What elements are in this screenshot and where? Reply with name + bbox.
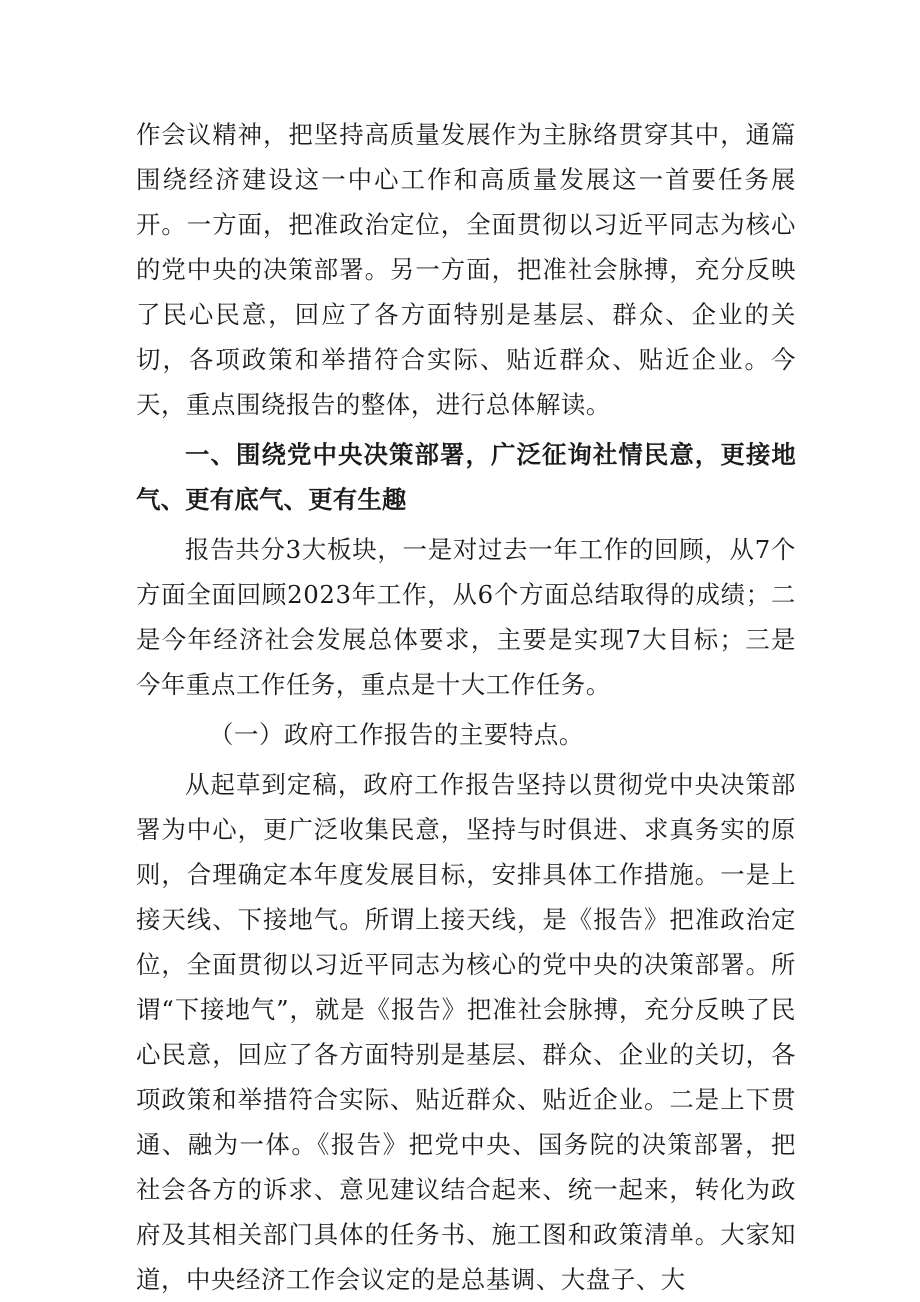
subsection-heading-1: （一）政府工作报告的主要特点。	[209, 720, 584, 749]
section-heading-1: 一、围绕党中央决策部署，广泛征询社情民意，更接地气、更有底气、更有生趣	[136, 440, 796, 514]
paragraph-report-structure: 报告共分3大板块，一是对过去一年工作的回顾，从7个方面全面回顾2023年工作，从6个方面总结取得的成绩；二是今年经济社会发展总体要求，主要是实现7大目标；三是今年重点工作任务，重点是十大工作任务。	[136, 535, 796, 699]
document-body	[136, 112, 796, 1302]
paragraph-report-features: 从起草到定稿，政府工作报告坚持以贯彻党中央决策部署为中心，更广泛收集民意，坚持与时俱进、求真务实的原则，合理确定本年度发展目标，安排具体工作措施。一是上接天线、下接地气。所谓上接天线，是《报告》把准政治定位，全面贯彻以习近平同志为核心的党中央的决策部署。所谓“下接地气”，就是《报告》把准社会脉搏，充分反映了民心民意，回应了各方面特别是基层、群众、企业的关切，各项政策和举措符合实际、贴近群众、贴近企业。二是上下贯通、融为一体。《报告》把党中央、国务院的决策部署，把社会各方的诉求、意见建议结合起来、统一起来，转化为政府及其相关部门具体的任务书、施工图和政策清单。大家知道，中央经济工作会议定的是总基调、大盘子、大	[136, 770, 796, 1294]
paragraph-intro-continuation: 作会议精神，把坚持高质量发展作为主脉络贯穿其中，通篇围绕经济建设这一中心工作和高质量发展这一首要任务展开。一方面，把准政治定位，全面贯彻以习近平同志为核心的党中央的决策部署。另一方面，把准社会脉搏，充分反映了民心民意，回应了各方面特别是基层、群众、企业的关切，各项政策和举措符合实际、贴近群众、贴近企业。今天，重点围绕报告的整体，进行总体解读。	[136, 120, 796, 419]
